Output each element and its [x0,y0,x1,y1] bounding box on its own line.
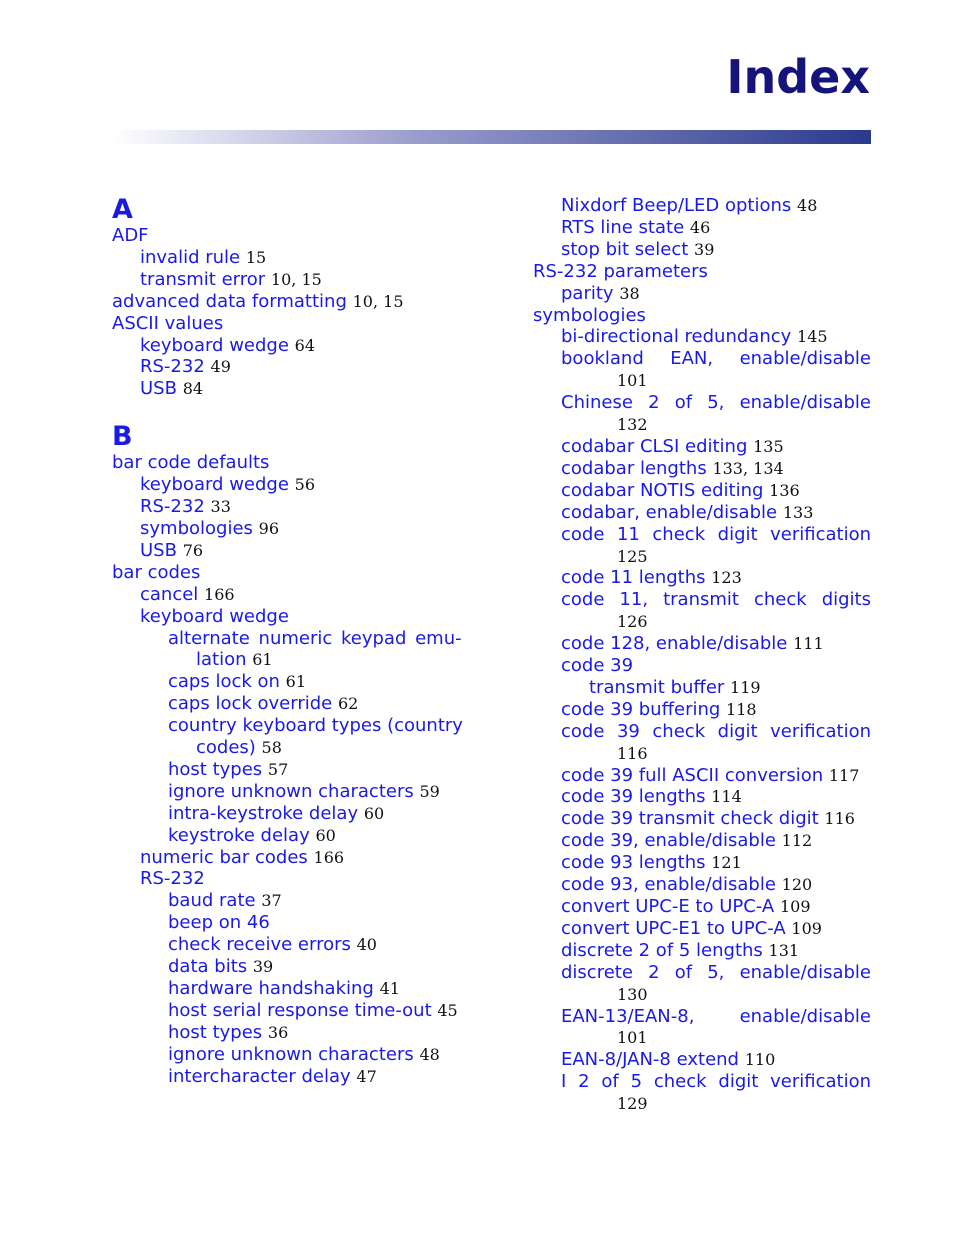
index-entry[interactable]: codabar CLSI editing 135 [561,435,784,457]
index-entry[interactable]: RTS line state 46 [561,216,711,238]
index-entry[interactable]: data bits 39 [168,956,274,978]
index-entry[interactable]: ignore unknown characters 59 [168,780,440,802]
index-entry-continuation[interactable]: lation 61 [196,649,273,671]
index-entry[interactable]: convert UPC-E to UPC-A 109 [561,896,811,917]
index-entry-continuation: 130 [617,984,648,1004]
index-entry[interactable]: discrete 2 of 5 lengths 131 [561,939,800,961]
index-entry[interactable]: bi-directional redundancy 145 [561,326,828,348]
index-entry-continuation: 101 [617,371,648,391]
index-entry[interactable]: code 39 full ASCII conversion 117 [561,764,860,786]
index-entry-continuation: 132 [617,415,648,435]
index-entry[interactable]: ADF [112,225,149,246]
index-entry[interactable]: parity 38 [561,282,640,304]
index-entry[interactable]: USB 76 [140,539,204,561]
index-entry[interactable]: EAN-13/EAN-8, enable/disable [561,1005,871,1027]
index-entry[interactable]: RS-232 49 [140,356,231,378]
index-entry[interactable]: convert UPC-E1 to UPC-A 109 [561,917,822,939]
index-entry[interactable]: keyboard wedge 56 [140,474,316,496]
index-entry[interactable]: code 39 check digit verification [561,720,871,742]
index-entry[interactable]: beep on 46 [168,912,270,934]
page-title: Index [726,50,870,104]
index-entry[interactable]: ignore unknown characters 48 [168,1043,440,1065]
title-gradient-rule [112,130,871,144]
index-entry[interactable]: invalid rule 15 [140,246,267,268]
index-entry[interactable]: intercharacter delay 47 [168,1065,377,1087]
section-letter-a: A [112,194,133,225]
index-entry[interactable]: USB 84 [140,378,204,400]
index-entry[interactable]: stop bit select 39 [561,238,715,260]
index-entry[interactable]: bookland EAN, enable/disable [561,348,871,370]
index-entry[interactable]: baud rate 37 [168,890,282,912]
index-entry[interactable]: Nixdorf Beep/LED options 48 [561,195,818,216]
index-entry[interactable]: RS-232 33 [140,496,231,518]
index-entry[interactable]: code 39 buffering 118 [561,698,757,720]
index-entry[interactable]: hardware handshaking 41 [168,978,400,999]
index-entry[interactable]: I 2 of 5 check digit verification [561,1071,871,1093]
index-entry[interactable]: numeric bar codes 166 [140,846,345,868]
index-entry[interactable]: host serial response time-out 45 [168,999,458,1021]
index-entry[interactable]: symbologies 96 [140,517,279,539]
index-entry-continuation: 125 [617,546,648,566]
index-entry[interactable]: bar code defaults [112,452,270,474]
index-entry[interactable]: code 11 lengths 123 [561,567,742,589]
index-column-left [112,195,482,1088]
index-column-right [533,195,871,1115]
index-entry[interactable]: host types 36 [168,1021,289,1043]
index-entry[interactable]: transmit error 10, 15 [140,268,322,290]
index-entry[interactable]: transmit buffer 119 [589,676,761,698]
index-entry[interactable]: check receive errors 40 [168,934,377,956]
index-entry[interactable]: symbologies [533,304,646,326]
index-entry[interactable]: caps lock override 62 [168,693,359,715]
index-entry[interactable]: alternate numeric keypad emu- [168,627,462,649]
index-entry[interactable]: EAN-8/JAN-8 extend 110 [561,1049,776,1071]
index-entry[interactable]: RS-232 parameters [533,260,708,282]
index-entry[interactable]: code 39, enable/disable 112 [561,830,813,852]
index-entry[interactable]: codabar NOTIS editing 136 [561,479,800,501]
index-entry[interactable]: host types 57 [168,758,289,780]
index-entry[interactable]: RS-232 [140,868,205,890]
index-entry[interactable]: discrete 2 of 5, enable/disable [561,961,871,983]
index-entry-continuation: 129 [617,1094,648,1114]
index-entry[interactable]: advanced data formatting 10, 15 [112,290,404,312]
index-entry[interactable]: keyboard wedge 64 [140,334,316,356]
index-entry[interactable]: country keyboard types (country [168,715,463,737]
index-entry[interactable]: code 128, enable/disable 111 [561,633,824,655]
index-entry-continuation: 101 [617,1028,648,1048]
index-entry[interactable]: Chinese 2 of 5, enable/disable [561,392,871,414]
index-entry[interactable]: codabar lengths 133, 134 [561,457,784,479]
index-entry[interactable]: code 93 lengths 121 [561,852,742,874]
index-entry[interactable]: ASCII values [112,312,224,334]
index-entry[interactable]: code 11, transmit check digits [561,589,871,611]
index-entry-continuation: 126 [617,612,648,632]
index-entry[interactable]: keystroke delay 60 [168,824,336,846]
index-entry[interactable]: code 39 [561,655,634,677]
index-entry-continuation: 116 [617,743,648,763]
section-letter-b: B [112,421,133,453]
index-entry-continuation[interactable]: codes) 58 [196,737,282,759]
index-entry[interactable]: intra-keystroke delay 60 [168,802,385,824]
index-entry[interactable]: keyboard wedge [140,605,289,627]
index-entry[interactable]: code 39 transmit check digit 116 [561,808,855,830]
index-entry[interactable]: caps lock on 61 [168,671,307,693]
index-entry[interactable]: code 93, enable/disable 120 [561,874,813,896]
index-entry[interactable]: bar codes [112,561,201,583]
index-entry[interactable]: code 11 check digit verification [561,523,871,545]
index-entry[interactable]: cancel 166 [140,583,235,605]
index-entry[interactable]: codabar, enable/disable 133 [561,501,814,523]
index-entry[interactable]: code 39 lengths 114 [561,786,742,808]
